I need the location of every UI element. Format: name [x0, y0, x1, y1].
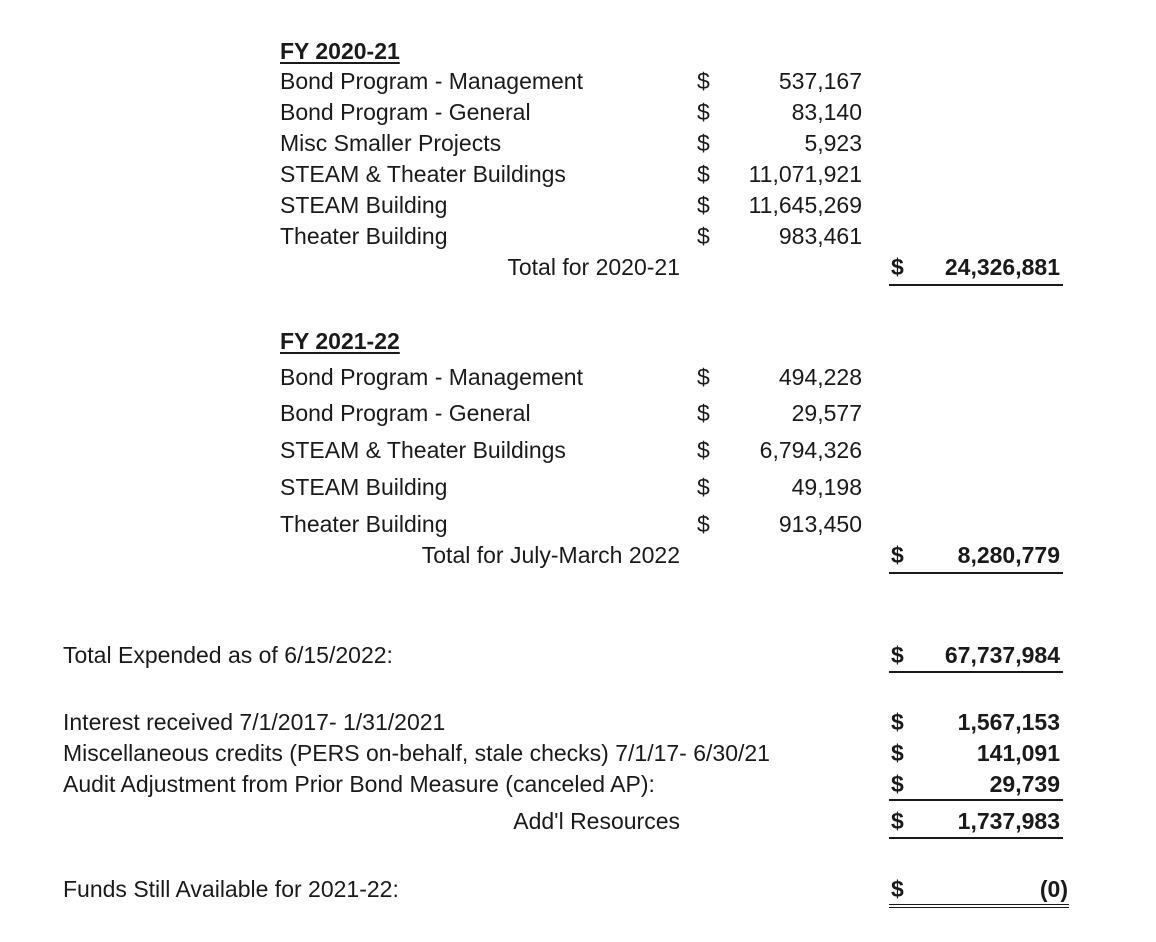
fy2021-total-underline	[889, 284, 1063, 286]
fy2021-row-amount: 5,923	[804, 130, 862, 156]
fy2122-row-currency: $	[697, 474, 710, 500]
resources-total-amount: 1,737,983	[957, 808, 1060, 834]
resource-amount: 141,091	[976, 740, 1060, 766]
resources-sum-line	[889, 799, 1063, 801]
fy2122-row-label: STEAM & Theater Buildings	[280, 437, 566, 463]
fy2122-total-currency: $	[891, 542, 904, 568]
fy2122-row-label: Bond Program - Management	[280, 364, 583, 390]
available-amount: (0)	[1039, 876, 1068, 902]
fy2021-total-label: Total for 2020-21	[507, 254, 680, 280]
resource-label: Audit Adjustment from Prior Bond Measure (canceled AP):	[63, 771, 655, 797]
fy2122-row-label: Theater Building	[280, 511, 448, 537]
expended-underline	[889, 671, 1063, 673]
available-double-underline-top	[889, 904, 1069, 905]
fy2021-row-currency: $	[697, 161, 710, 187]
fy2021-row-amount: 11,645,269	[748, 192, 862, 218]
fy2122-row-amount: 49,198	[791, 474, 862, 500]
fy2122-heading: FY 2021-22	[280, 328, 400, 354]
available-double-underline-bottom	[889, 907, 1069, 908]
resources-total-currency: $	[891, 808, 904, 834]
fy2021-total-currency: $	[891, 254, 904, 280]
fy2021-row-currency: $	[697, 223, 710, 249]
resources-total-underline	[889, 837, 1063, 839]
fy2122-row-amount: 6,794,326	[759, 437, 862, 463]
fy2021-row-label: STEAM Building	[280, 192, 448, 218]
fy2021-row-amount: 537,167	[778, 68, 862, 94]
fy2021-total-amount: 24,326,881	[944, 254, 1060, 280]
resource-label: Miscellaneous credits (PERS on-behalf, stale checks) 7/1/17- 6/30/21	[63, 740, 770, 766]
fy2021-row-label: Bond Program - General	[280, 99, 531, 125]
available-currency: $	[891, 876, 904, 902]
resource-currency: $	[891, 709, 904, 735]
fy2122-row-label: STEAM Building	[280, 474, 448, 500]
fy2021-row-currency: $	[697, 130, 710, 156]
expended-currency: $	[891, 642, 904, 668]
expended-amount: 67,737,984	[944, 642, 1060, 668]
fy2122-row-currency: $	[697, 511, 710, 537]
fy2122-total-underline	[889, 572, 1063, 574]
fy2021-row-currency: $	[697, 192, 710, 218]
available-label: Funds Still Available for 2021-22:	[63, 876, 399, 902]
fy2021-row-label: Theater Building	[280, 223, 448, 249]
resource-amount: 29,739	[989, 771, 1060, 797]
fy2122-total-amount: 8,280,779	[957, 542, 1060, 568]
fy2122-row-amount: 913,450	[778, 511, 862, 537]
fy2021-row-label: Misc Smaller Projects	[280, 130, 502, 156]
fy2122-total-label: Total for July-March 2022	[421, 542, 680, 568]
resources-total-label: Add'l Resources	[513, 808, 680, 834]
resource-currency: $	[891, 740, 904, 766]
fy2122-row-label: Bond Program - General	[280, 400, 531, 426]
fy2021-row-currency: $	[697, 99, 710, 125]
fy2021-row-amount: 11,071,921	[748, 161, 862, 187]
fy2122-row-currency: $	[697, 437, 710, 463]
fy2122-row-currency: $	[697, 400, 710, 426]
fy2021-heading: FY 2020-21	[280, 38, 400, 64]
resource-label: Interest received 7/1/2017- 1/31/2021	[63, 709, 446, 735]
resource-currency: $	[891, 771, 904, 797]
expended-label: Total Expended as of 6/15/2022:	[63, 642, 393, 668]
fy2122-row-amount: 494,228	[778, 364, 862, 390]
fy2021-row-label: Bond Program - Management	[280, 68, 583, 94]
fy2122-row-currency: $	[697, 364, 710, 390]
resource-amount: 1,567,153	[957, 709, 1060, 735]
fy2021-row-label: STEAM & Theater Buildings	[280, 161, 566, 187]
fy2021-row-amount: 83,140	[791, 99, 862, 125]
fy2021-row-amount: 983,461	[778, 223, 862, 249]
fy2122-row-amount: 29,577	[791, 400, 862, 426]
fy2021-row-currency: $	[697, 68, 710, 94]
